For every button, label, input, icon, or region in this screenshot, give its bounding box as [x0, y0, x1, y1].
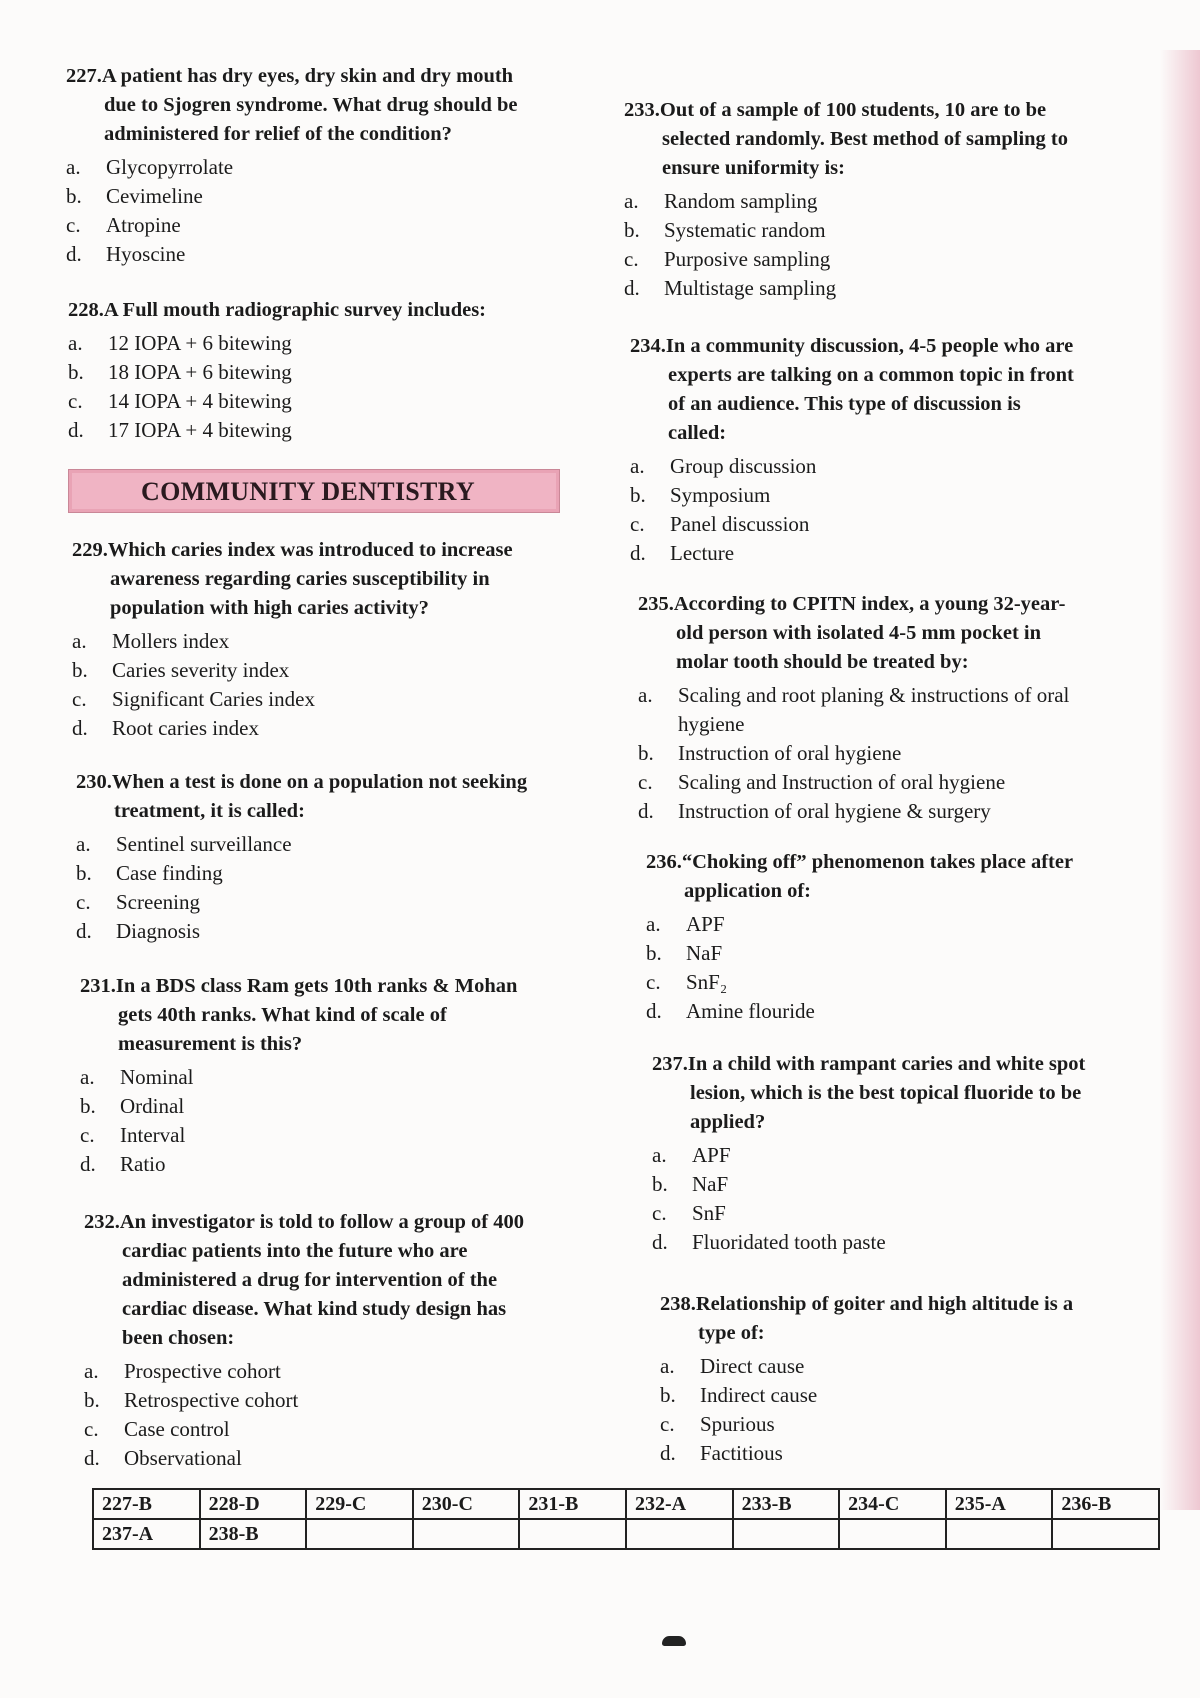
answer-key-cell	[946, 1519, 1053, 1549]
question-line-text: lesion, which is the best topical fluoride to be	[690, 1082, 1082, 1104]
option-item	[652, 1141, 1142, 1170]
option-item	[68, 358, 568, 387]
question-line-text: application of:	[684, 880, 811, 902]
option-text: Factitious	[700, 1441, 783, 1465]
question-line-text: been chosen:	[122, 1327, 235, 1349]
option-text: Screening	[116, 890, 200, 914]
option-text: SnF₂	[686, 970, 728, 994]
question-238	[660, 1290, 1150, 1468]
answer-key-cell	[519, 1519, 626, 1549]
section-title: COMMUNITY DENTISTRY	[141, 477, 475, 506]
option-item	[80, 1121, 580, 1150]
option-letter: a.	[624, 189, 639, 213]
question-line	[84, 1237, 584, 1266]
question-text	[660, 1290, 1150, 1348]
option-item	[84, 1415, 584, 1444]
question-number: 238.	[660, 1293, 696, 1315]
options-list	[76, 830, 576, 946]
option-item	[646, 968, 1136, 997]
answer-key-cell	[306, 1519, 413, 1549]
answer-key-cell: 231-B	[519, 1489, 626, 1519]
option-text: 14 IOPA + 4 bitewing	[108, 389, 292, 413]
option-letter: c.	[76, 890, 91, 914]
option-text: 12 IOPA + 6 bitewing	[108, 331, 292, 355]
question-number: 234.	[630, 335, 666, 357]
question-line-text: population with high caries activity?	[110, 597, 429, 619]
option-letter: a.	[66, 155, 81, 179]
option-letter: b.	[660, 1383, 676, 1407]
option-text: Hyoscine	[106, 242, 186, 266]
question-line-text: administered a drug for intervention of the	[122, 1269, 498, 1291]
option-text: Glycopyrrolate	[106, 155, 234, 179]
option-text: Retrospective cohort	[124, 1388, 299, 1412]
option-item	[638, 797, 1128, 826]
question-line-text: type of:	[698, 1322, 765, 1344]
option-letter: d.	[80, 1152, 96, 1176]
answer-key-cell: 230-C	[413, 1489, 520, 1519]
option-letter: c.	[646, 970, 661, 994]
option-item	[660, 1439, 1150, 1468]
options-list	[80, 1063, 580, 1179]
option-text: Purposive sampling	[664, 247, 831, 271]
option-item	[638, 768, 1128, 797]
question-number: 237.	[652, 1053, 688, 1075]
question-number: 235.	[638, 593, 674, 615]
question-230	[76, 768, 576, 946]
options-list	[624, 187, 1114, 303]
answer-key-cell: 236-B	[1052, 1489, 1159, 1519]
option-text: Systematic random	[664, 218, 826, 242]
options-list	[660, 1352, 1150, 1468]
question-line-text: called:	[668, 422, 727, 444]
question-text	[72, 536, 572, 623]
option-text: SnF	[692, 1201, 726, 1225]
option-text: Diagnosis	[116, 919, 200, 943]
option-text: Amine flouride	[686, 999, 815, 1023]
page-edge-tint	[1160, 50, 1200, 1510]
option-letter: a.	[638, 683, 653, 707]
option-item	[72, 714, 572, 743]
answer-key-cell: 237-A	[93, 1519, 200, 1549]
answer-key-cell: 233-B	[733, 1489, 840, 1519]
option-letter: d.	[84, 1446, 100, 1470]
option-item	[68, 416, 568, 445]
question-line-text: In a child with rampant caries and white spot	[687, 1053, 1086, 1075]
question-line-text: In a BDS class Ram gets 10th ranks & Mohan	[115, 975, 518, 997]
option-item	[638, 739, 1128, 768]
question-line	[630, 390, 1120, 419]
option-text: Sentinel surveillance	[116, 832, 292, 856]
option-letter: d.	[630, 541, 646, 565]
option-item	[652, 1199, 1142, 1228]
option-item	[660, 1410, 1150, 1439]
question-line	[84, 1324, 584, 1353]
option-text: Cevimeline	[106, 184, 203, 208]
question-line-text: administered for relief of the condition?	[104, 123, 452, 145]
option-letter: b.	[66, 184, 82, 208]
option-item	[76, 917, 576, 946]
option-letter: a.	[76, 832, 91, 856]
option-text: Mollers index	[112, 629, 230, 653]
question-line-text: selected randomly. Best method of sampling to	[662, 128, 1068, 150]
question-line	[660, 1290, 1150, 1319]
question-line-text: Which caries index was introduced to increase	[107, 539, 513, 561]
option-text: APF	[686, 912, 725, 936]
option-letter: b.	[630, 483, 646, 507]
question-line-text: measurement is this?	[118, 1033, 303, 1055]
question-line-text: cardiac patients into the future who are	[122, 1240, 468, 1262]
question-line-text: awareness regarding caries susceptibility in	[110, 568, 490, 590]
question-line	[660, 1319, 1150, 1348]
question-line	[68, 296, 568, 325]
option-text: Instruction of oral hygiene	[678, 741, 902, 765]
options-list	[84, 1357, 584, 1473]
option-letter: a.	[646, 912, 661, 936]
option-item	[66, 211, 566, 240]
option-item	[652, 1228, 1142, 1257]
option-text: 17 IOPA + 4 bitewing	[108, 418, 292, 442]
options-list	[630, 452, 1120, 568]
option-text: Ordinal	[120, 1094, 185, 1118]
question-235	[638, 590, 1128, 826]
question-line-text: due to Sjogren syndrome. What drug should be	[104, 94, 518, 116]
option-letter: c.	[638, 770, 653, 794]
option-item	[76, 830, 576, 859]
answer-key-cell	[626, 1519, 733, 1549]
option-item	[638, 681, 1128, 739]
option-item	[646, 910, 1136, 939]
question-line-text: of an audience. This type of discussion is	[668, 393, 1021, 415]
question-text	[638, 590, 1128, 677]
option-item	[630, 539, 1120, 568]
option-item	[646, 939, 1136, 968]
question-line	[72, 594, 572, 623]
option-item	[76, 859, 576, 888]
question-number: 236.	[646, 851, 682, 873]
options-list	[646, 910, 1136, 1026]
answer-key-cell	[413, 1519, 520, 1549]
question-line-text: old person with isolated 4-5 mm pocket in	[676, 622, 1042, 644]
question-text	[66, 62, 566, 149]
question-text	[68, 296, 568, 325]
question-229	[72, 536, 572, 743]
question-line	[638, 590, 1128, 619]
option-letter: a.	[80, 1065, 95, 1089]
question-line-text: experts are talking on a common topic in front	[668, 364, 1074, 386]
question-line	[624, 154, 1114, 183]
option-text: Indirect cause	[700, 1383, 818, 1407]
option-letter: b.	[652, 1172, 668, 1196]
question-number: 233.	[624, 99, 660, 121]
option-letter: d.	[638, 799, 654, 823]
option-text: 18 IOPA + 6 bitewing	[108, 360, 292, 384]
option-item	[66, 240, 566, 269]
question-line-text: Out of a sample of 100 students, 10 are to be	[659, 99, 1047, 121]
question-number: 231.	[80, 975, 116, 997]
option-item	[646, 997, 1136, 1026]
question-text	[646, 848, 1136, 906]
option-letter: c.	[72, 687, 87, 711]
answer-key-cell: 229-C	[306, 1489, 413, 1519]
option-letter: b.	[80, 1094, 96, 1118]
answer-key-cell: 238-B	[200, 1519, 307, 1549]
question-line	[624, 125, 1114, 154]
question-line-text: An investigator is told to follow a group of 400	[119, 1211, 525, 1233]
option-text: APF	[692, 1143, 731, 1167]
answer-key-table	[92, 1488, 1160, 1550]
question-line-text: ensure uniformity is:	[662, 157, 845, 179]
option-item	[84, 1386, 584, 1415]
question-line	[652, 1050, 1142, 1079]
question-line	[66, 91, 566, 120]
options-list	[652, 1141, 1142, 1257]
option-item	[660, 1381, 1150, 1410]
option-text: Panel discussion	[670, 512, 810, 536]
option-item	[68, 387, 568, 416]
question-text	[84, 1208, 584, 1353]
answer-key-cell: 227-B	[93, 1489, 200, 1519]
question-text	[652, 1050, 1142, 1137]
question-text	[624, 96, 1114, 183]
answer-key-cell: 228-D	[200, 1489, 307, 1519]
question-228	[68, 296, 568, 445]
option-text: Prospective cohort	[124, 1359, 281, 1383]
question-text	[80, 972, 580, 1059]
question-232	[84, 1208, 584, 1473]
option-text: Multistage sampling	[664, 276, 837, 300]
question-line	[624, 96, 1114, 125]
option-letter: c.	[68, 389, 83, 413]
question-line-text: When a test is done on a population not seeking	[111, 771, 528, 793]
option-letter: a.	[652, 1143, 667, 1167]
option-letter: b.	[646, 941, 662, 965]
section-banner	[68, 469, 560, 513]
question-227	[66, 62, 566, 269]
question-234	[630, 332, 1120, 568]
option-letter: b.	[68, 360, 84, 384]
question-line	[638, 619, 1128, 648]
option-letter: d.	[72, 716, 88, 740]
option-letter: d.	[652, 1230, 668, 1254]
option-letter: c.	[84, 1417, 99, 1441]
question-line	[646, 848, 1136, 877]
option-letter: b.	[638, 741, 654, 765]
option-text: Root caries index	[112, 716, 259, 740]
option-item	[66, 153, 566, 182]
answer-key-cell: 234-C	[839, 1489, 946, 1519]
option-letter: a.	[72, 629, 87, 653]
option-text: Case control	[124, 1417, 230, 1441]
option-letter: c.	[652, 1201, 667, 1225]
answer-key-cell: 232-A	[626, 1489, 733, 1519]
option-letter: d.	[76, 919, 92, 943]
options-list	[72, 627, 572, 743]
option-letter: b.	[72, 658, 88, 682]
option-text: Random sampling	[664, 189, 818, 213]
option-letter: c.	[630, 512, 645, 536]
option-item	[624, 216, 1114, 245]
option-letter: d.	[660, 1441, 676, 1465]
option-item	[84, 1444, 584, 1473]
option-letter: b.	[624, 218, 640, 242]
option-text: Interval	[120, 1123, 186, 1147]
option-letter: a.	[84, 1359, 99, 1383]
option-text: Spurious	[700, 1412, 775, 1436]
question-line	[638, 648, 1128, 677]
option-text: NaF	[686, 941, 723, 965]
option-letter: c.	[660, 1412, 675, 1436]
option-letter: c.	[80, 1123, 95, 1147]
option-item	[630, 452, 1120, 481]
question-line	[84, 1266, 584, 1295]
answer-key-cell	[839, 1519, 946, 1549]
options-list	[66, 153, 566, 269]
question-line	[80, 1030, 580, 1059]
question-line	[84, 1208, 584, 1237]
option-item	[630, 510, 1120, 539]
question-line	[646, 877, 1136, 906]
option-item	[80, 1063, 580, 1092]
option-letter: b.	[76, 861, 92, 885]
question-line	[630, 361, 1120, 390]
page-turn-mark-icon	[662, 1636, 686, 1646]
answer-key-row	[93, 1519, 1159, 1549]
option-letter: a.	[660, 1354, 675, 1378]
option-text: Significant Caries index	[112, 687, 315, 711]
question-line	[76, 768, 576, 797]
option-item	[652, 1170, 1142, 1199]
option-text: Ratio	[120, 1152, 166, 1176]
question-line-text: Relationship of goiter and high altitude is a	[695, 1293, 1074, 1315]
answer-key-cell	[733, 1519, 840, 1549]
question-line	[72, 565, 572, 594]
question-line-text: treatment, it is called:	[114, 800, 305, 822]
option-text: Fluoridated tooth paste	[692, 1230, 886, 1254]
question-number: 229.	[72, 539, 108, 561]
option-item	[630, 481, 1120, 510]
option-item	[66, 182, 566, 211]
question-number: 227.	[66, 65, 102, 87]
option-letter: d.	[624, 276, 640, 300]
option-letter: a.	[68, 331, 83, 355]
question-line-text: A patient has dry eyes, dry skin and dry mouth	[101, 65, 514, 87]
option-item	[80, 1150, 580, 1179]
option-text: Caries severity index	[112, 658, 290, 682]
option-text: NaF	[692, 1172, 729, 1196]
option-text: Case finding	[116, 861, 223, 885]
question-237	[652, 1050, 1142, 1257]
option-item	[84, 1357, 584, 1386]
question-line	[72, 536, 572, 565]
option-letter: c.	[624, 247, 639, 271]
question-line-text: gets 40th ranks. What kind of scale of	[118, 1004, 447, 1026]
option-item	[72, 656, 572, 685]
question-line	[76, 797, 576, 826]
question-number: 230.	[76, 771, 112, 793]
question-number: 232.	[84, 1211, 120, 1233]
option-letter: d.	[646, 999, 662, 1023]
option-text: Observational	[124, 1446, 242, 1470]
option-text: Atropine	[106, 213, 181, 237]
option-item	[72, 627, 572, 656]
question-number: 228.	[68, 299, 104, 321]
question-line-text: “Choking off” phenomenon takes place after	[681, 851, 1074, 873]
option-text: Scaling and root planing & instructions of oral hygiene	[678, 683, 1070, 736]
option-item	[68, 329, 568, 358]
question-text	[76, 768, 576, 826]
option-text: Scaling and Instruction of oral hygiene	[678, 770, 1006, 794]
option-text: Nominal	[120, 1065, 194, 1089]
question-233	[624, 96, 1114, 303]
option-letter: c.	[66, 213, 81, 237]
question-line	[630, 419, 1120, 448]
option-item	[80, 1092, 580, 1121]
options-list	[638, 681, 1128, 826]
option-item	[624, 187, 1114, 216]
option-text: Symposium	[670, 483, 771, 507]
question-line	[80, 1001, 580, 1030]
question-line-text: In a community discussion, 4-5 people who are	[665, 335, 1074, 357]
question-231	[80, 972, 580, 1179]
question-236	[646, 848, 1136, 1026]
question-line	[66, 62, 566, 91]
option-text: Group discussion	[670, 454, 817, 478]
option-text: Direct cause	[700, 1354, 805, 1378]
option-letter: d.	[66, 242, 82, 266]
option-letter: b.	[84, 1388, 100, 1412]
question-line	[652, 1108, 1142, 1137]
question-line	[630, 332, 1120, 361]
option-item	[72, 685, 572, 714]
question-line-text: cardiac disease. What kind study design has	[122, 1298, 507, 1320]
question-line	[80, 972, 580, 1001]
option-text: Lecture	[670, 541, 735, 565]
option-item	[624, 274, 1114, 303]
question-line-text: A Full mouth radiographic survey includes:	[103, 299, 487, 321]
option-item	[624, 245, 1114, 274]
question-line	[66, 120, 566, 149]
answer-key-row	[93, 1489, 1159, 1519]
answer-key-cell: 235-A	[946, 1489, 1053, 1519]
options-list	[68, 329, 568, 445]
question-line-text: According to CPITN index, a young 32-year-	[673, 593, 1066, 615]
question-text	[630, 332, 1120, 448]
question-line	[652, 1079, 1142, 1108]
question-line-text: applied?	[690, 1111, 766, 1133]
option-letter: d.	[68, 418, 84, 442]
option-letter: a.	[630, 454, 645, 478]
question-line	[84, 1295, 584, 1324]
option-item	[660, 1352, 1150, 1381]
option-item	[76, 888, 576, 917]
option-text: Instruction of oral hygiene & surgery	[678, 799, 991, 823]
question-line-text: molar tooth should be treated by:	[676, 651, 969, 673]
answer-key-cell	[1052, 1519, 1159, 1549]
